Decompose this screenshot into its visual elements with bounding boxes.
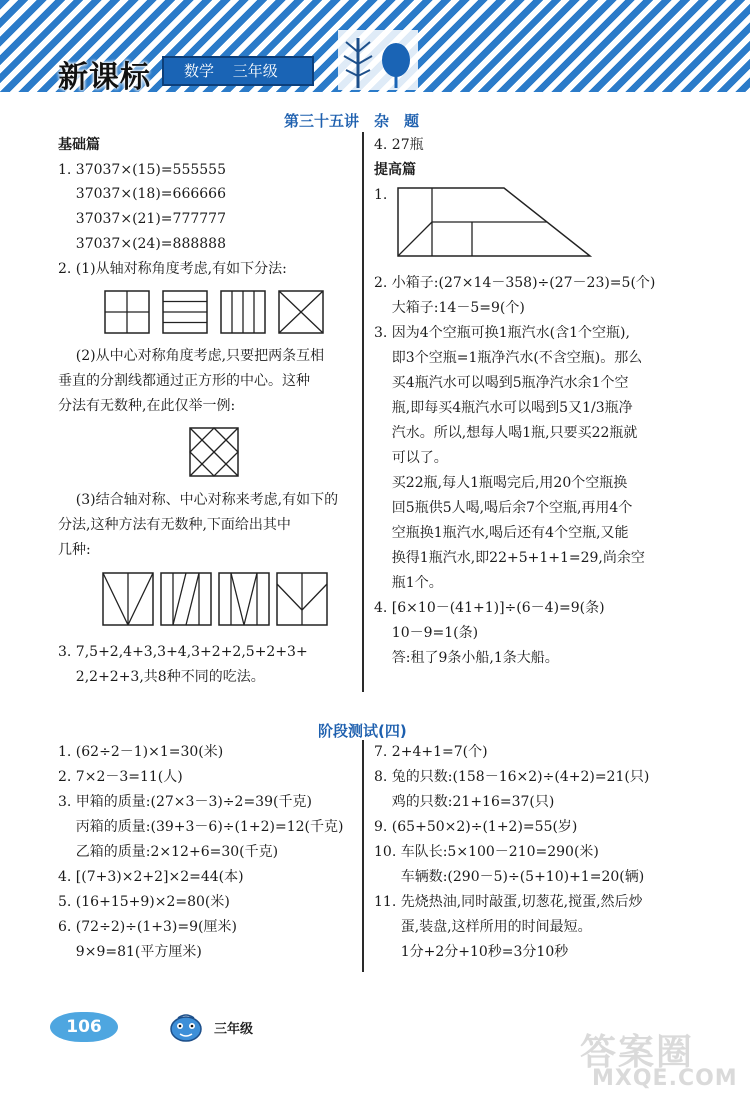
right-text-line: 11. 先烧热油,同时敲蛋,切葱花,搅蛋,然后炒 [374, 894, 643, 910]
right-text-line: 9. (65+50×2)÷(1+2)=55(岁) [374, 819, 578, 835]
right-text-line: 1. [374, 187, 388, 203]
right-text-line: 车辆数:(290－5)÷(5+10)+1=20(辆) [374, 869, 645, 885]
right-text-line: 空瓶换1瓶汽水,喝后还有4个空瓶,又能 [374, 525, 629, 541]
left-text-line: (3)结合轴对称、中心对称来考虑,有如下的 [58, 492, 339, 508]
left-text-line: 5. (16+15+9)×2=80(米) [58, 894, 230, 910]
header-band [162, 56, 314, 86]
right-text-line: 7. 2+4+1=7(个) [374, 744, 488, 760]
left-text-line: 丙箱的质量:(39+3－6)÷(1+2)=12(千克) [58, 819, 344, 835]
tree-icon [338, 30, 418, 90]
right-text-line: 10. 车队长:5×100－210=290(米) [374, 844, 599, 860]
left-text-line: 3. 甲箱的质量:(27×3－3)÷2=39(千克) [58, 794, 312, 810]
left-text-line: 乙箱的质量:2×12+6=30(千克) [58, 844, 279, 860]
right-text-line: 买4瓶汽水可以喝到5瓶净汽水余1个空 [374, 375, 629, 391]
right-text-line: 即3个空瓶=1瓶净汽水(不含空瓶)。那么 [374, 350, 643, 366]
section1-title: 第三十五讲 杂 题 [284, 112, 420, 130]
left-text-line: 分法有无数种,在此仅举一例: [58, 398, 236, 414]
left-text-line: 2,2+2+3,共8种不同的吃法。 [58, 669, 265, 685]
square-figure [218, 572, 270, 626]
left-text-line: 3. 7,5+2,4+3,3+4,3+2+2,5+2+3+ [58, 644, 308, 660]
left-text-line: 37037×(24)=888888 [58, 236, 226, 252]
watermark-url: MXQE.COM [592, 1066, 738, 1091]
square-figure [276, 572, 328, 626]
right-text-line: 鸡的只数:21+16=37(只) [374, 794, 555, 810]
right-text-line: 提高篇 [374, 162, 416, 178]
right-text-line: 3. 因为4个空瓶可换1瓶汽水(含1个空瓶), [374, 325, 630, 341]
right-text-line: 答:租了9条小船,1条大船。 [374, 650, 559, 666]
column-divider [362, 132, 364, 692]
right-text-line: 瓶,即每买4瓶汽水可以喝到5又1/3瓶净 [374, 400, 633, 416]
right-text-line: 买22瓶,每人1瓶喝完后,用20个空瓶换 [374, 475, 628, 491]
right-text-line: 蛋,装盘,这样所用的时间最短。 [374, 919, 592, 935]
header-grade: 三年级 [232, 62, 278, 80]
header-subject: 数学 [184, 62, 215, 80]
left-text-line: 2. (1)从轴对称角度考虑,有如下分法: [58, 261, 287, 277]
mascot-icon [166, 1010, 206, 1044]
square-figure [102, 572, 154, 626]
left-text-line: 37037×(18)=666666 [58, 186, 226, 202]
left-text-line: 分法,这种方法有无数种,下面给出其中 [58, 517, 291, 533]
left-text-line: 1. (62÷2－1)×1=30(米) [58, 744, 224, 760]
right-text-line: 回5瓶供5人喝,喝后余7个空瓶,再用4个 [374, 500, 633, 516]
trapezoid-figure [396, 186, 592, 258]
square-figure [188, 426, 240, 478]
right-text-line: 2. 小箱子:(27×14－358)÷(27－23)=5(个) [374, 275, 656, 291]
square-figure [162, 290, 208, 334]
column-divider [362, 740, 364, 972]
right-text-line: 换得1瓶汽水,即22+5+1+1=29,尚余空 [374, 550, 645, 566]
footer-grade: 三年级 [214, 1022, 254, 1037]
left-text-line: 6. (72÷2)÷(1+3)=9(厘米) [58, 919, 237, 935]
left-text-line: 37037×(21)=777777 [58, 211, 226, 227]
left-text-line: 9×9=81(平方厘米) [58, 944, 202, 960]
page-number: 106 [50, 1012, 118, 1042]
right-text-line: 大箱子:14－5=9(个) [374, 300, 525, 316]
right-text-line: 瓶1个。 [374, 575, 443, 591]
square-figure [104, 290, 150, 334]
watermark-text: 答案圈 [580, 1032, 695, 1073]
square-figure [278, 290, 324, 334]
left-text-line: (2)从中心对称角度考虑,只要把两条互相 [58, 348, 325, 364]
left-text-line: 2. 7×2－3=11(人) [58, 769, 183, 785]
right-text-line: 8. 兔的只数:(158－16×2)÷(4+2)=21(只) [374, 769, 650, 785]
left-text-line: 基础篇 [58, 137, 100, 153]
right-text-line: 10－9=1(条) [374, 625, 479, 641]
section2-title: 阶段测试(四) [318, 722, 407, 740]
right-text-line: 4. [6×10－(41+1)]÷(6－4)=9(条) [374, 600, 605, 616]
right-text-line: 可以了。 [374, 450, 448, 466]
right-text-line: 1分+2分+10秒=3分10秒 [374, 944, 569, 960]
left-text-line: 几种: [58, 542, 91, 558]
right-text-line: 4. 27瓶 [374, 137, 424, 153]
page-header [0, 0, 750, 92]
square-figure [160, 572, 212, 626]
header-logo: 新课标 [58, 60, 151, 92]
right-text-line: 汽水。所以,想每人喝1瓶,只要买22瓶就 [374, 425, 638, 441]
left-text-line: 1. 37037×(15)=555555 [58, 162, 226, 178]
square-figure [220, 290, 266, 334]
left-text-line: 4. [(7+3)×2+2]×2=44(本) [58, 869, 244, 885]
left-text-line: 垂直的分割线都通过正方形的中心。这种 [58, 373, 310, 389]
